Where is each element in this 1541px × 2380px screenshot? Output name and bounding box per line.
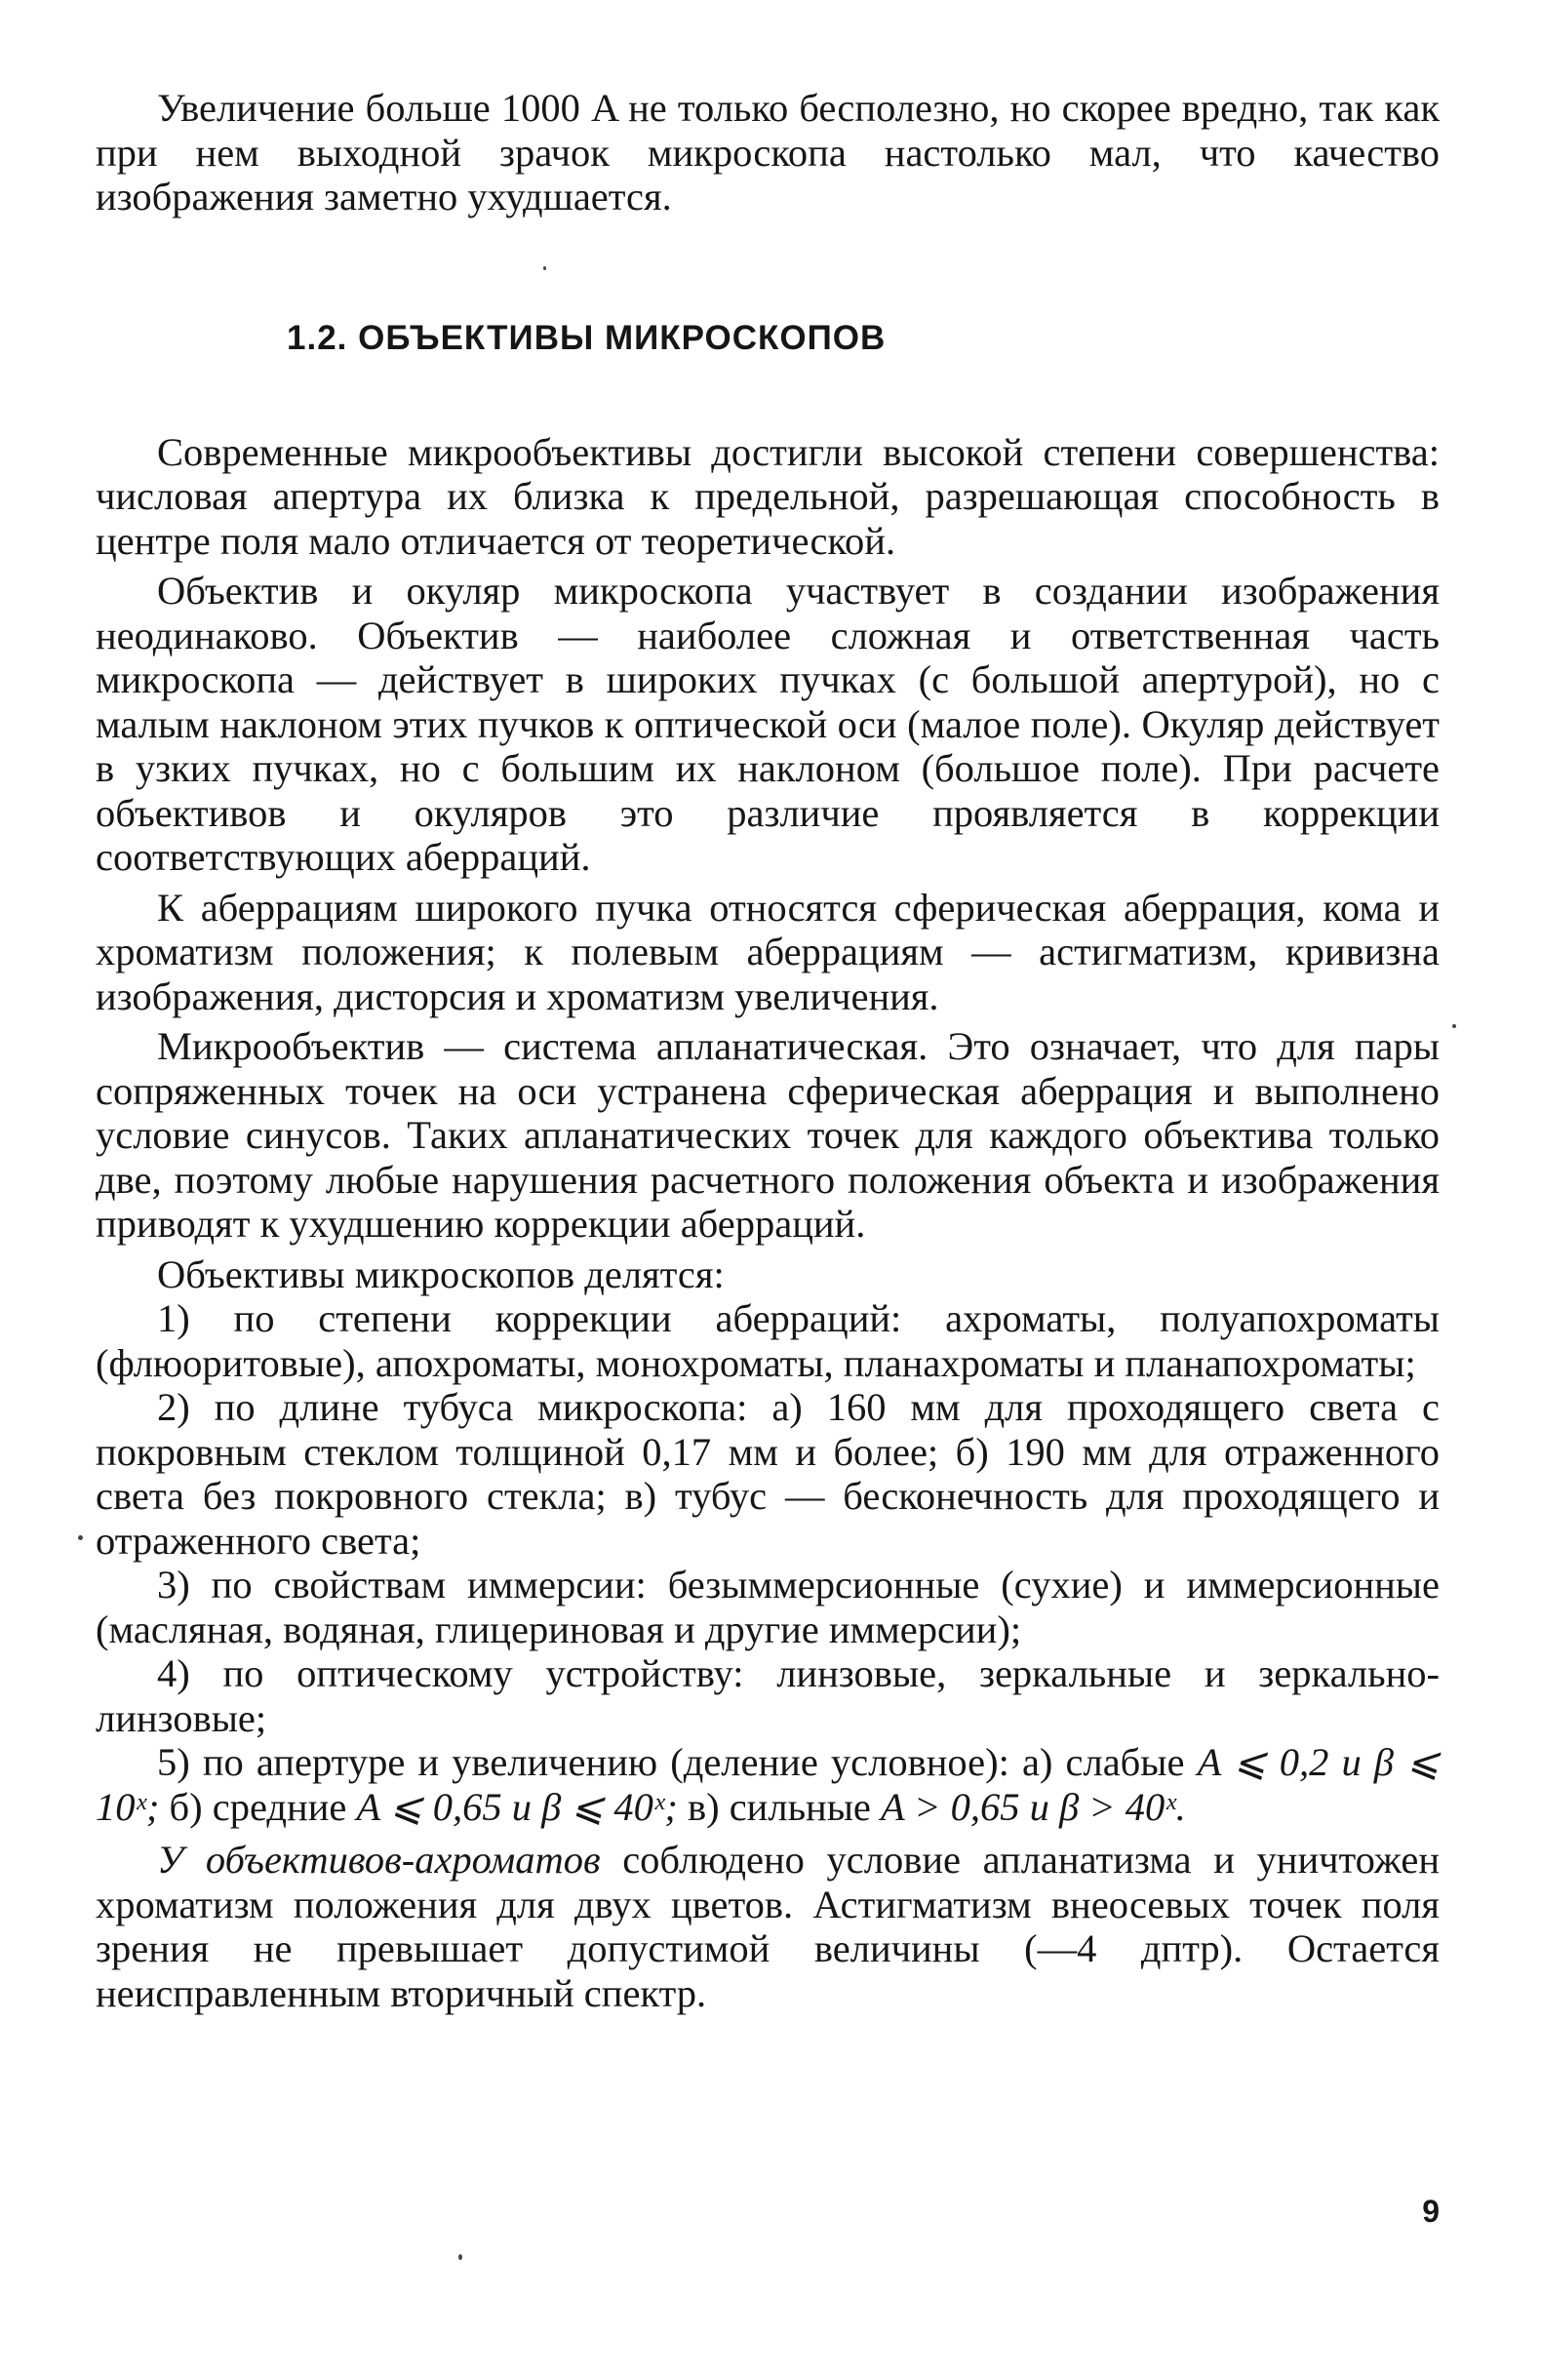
paragraph-4: Микрообъектив — система апланатическая. Это означает, что для пары сопряженных точек на оси устранена сферическая аберрация и выполнено условие синусов. Таких апланатических точек для каждого объектива только две, поэтому любые нарушения расчетного положения объекта и изображения приводят к ухудшению коррекции аберраций. — [96, 1024, 1440, 1246]
paragraph-5: Объективы микроскопов делятся: — [157, 1251, 725, 1296]
list-item-5-text-b: б) средние — [169, 1784, 347, 1829]
page-number: 9 — [1422, 2194, 1440, 2229]
paragraph-2: Объектив и окуляр микроскопа участвует в создании изображения неодинаково. Объектив — наиболее сложная и ответственная часть микроскопа — действует в широких пучках (с большой апертурой), но с малым наклоном этих пучков к оптической оси (малое поле). Окуляр действует в узких пучках, но с большим их наклоном (большое поле). При расчете объективов и окуляров это различие проявляется в коррекции соответствующих аберраций. — [96, 569, 1440, 879]
intro-paragraph: Увеличение больше 1000 A не только бесполезно, но скорее вредно, так как при нем выходной зрачок микроскопа настолько мал, что качество изображения заметно ухудшается. — [96, 86, 1440, 218]
list-item-5-condition-medium: A ⩽ 0,65 и β ⩽ 40ˣ; — [356, 1784, 678, 1829]
list-item-5-condition-strong: A > 0,65 и β > 40ˣ. — [881, 1784, 1186, 1829]
paragraph-3: К аберрациям широкого пучка относятся сферическая аберрация, кома и хроматизм положения; к полевым аберрациям — астигматизм, кривизна изображения, дисторсия и хроматизм увеличения. — [96, 885, 1440, 1018]
list-item-5-condition-weak: A ⩽ 0,2 и β ⩽ 10ˣ; — [96, 1740, 1440, 1829]
list-item-5-text-c: в) сильные — [687, 1784, 871, 1829]
scan-speck — [1452, 1024, 1456, 1028]
closing-text: соблюдено условие апланатизма и уничтожен хроматизм положения для двух цветов. Астигматизм внеосевых точек поля зрения не превышает допустимой величины (—4 дптр). Остается неисправленным вторичный спектр. — [96, 1838, 1440, 2015]
document-page — [96, 86, 1440, 2015]
list-item-4: 4) по оптическому устройству: линзовые, зеркальные и зеркально-линзовые; — [96, 1651, 1440, 1740]
list-item-5-text-a: 5) по апертуре и увеличению (деление условное): а) слабые — [157, 1740, 1185, 1784]
scan-speck — [78, 1535, 83, 1540]
closing-lead-italic: У объективов-ахроматов — [157, 1838, 601, 1882]
list-item-5 — [96, 1740, 1440, 1829]
scan-speck — [543, 266, 546, 270]
section-heading: 1.2. ОБЪЕКТИВЫ МИКРОСКОПОВ — [287, 318, 887, 357]
list-item-2: 2) по длине тубуса микроскопа: а) 160 мм для проходящего света с покровным стеклом толщиной 0,17 мм и более; б) 190 мм для отраженного света без покровного стекла; в) тубус — бесконечность для проходящего и отраженного света; — [96, 1385, 1440, 1563]
list-item-3: 3) по свойствам иммерсии: безыммерсионные (сухие) и иммерсионные (масляная, водяная, глицериновая и другие иммерсии); — [96, 1563, 1440, 1651]
list-item-1: 1) по степени коррекции аберраций: ахроматы, полуапохроматы (флюоритовые), апохроматы, монохроматы, планахроматы и планапохроматы; — [96, 1296, 1440, 1385]
closing-paragraph — [96, 1838, 1440, 2015]
scan-speck — [458, 2254, 462, 2260]
paragraph-1: Современные микрообъективы достигли высокой степени совершенства: числовая апертура их близка к предельной, разрешающая способность в центре поля мало отличается от теоретической. — [96, 429, 1440, 563]
